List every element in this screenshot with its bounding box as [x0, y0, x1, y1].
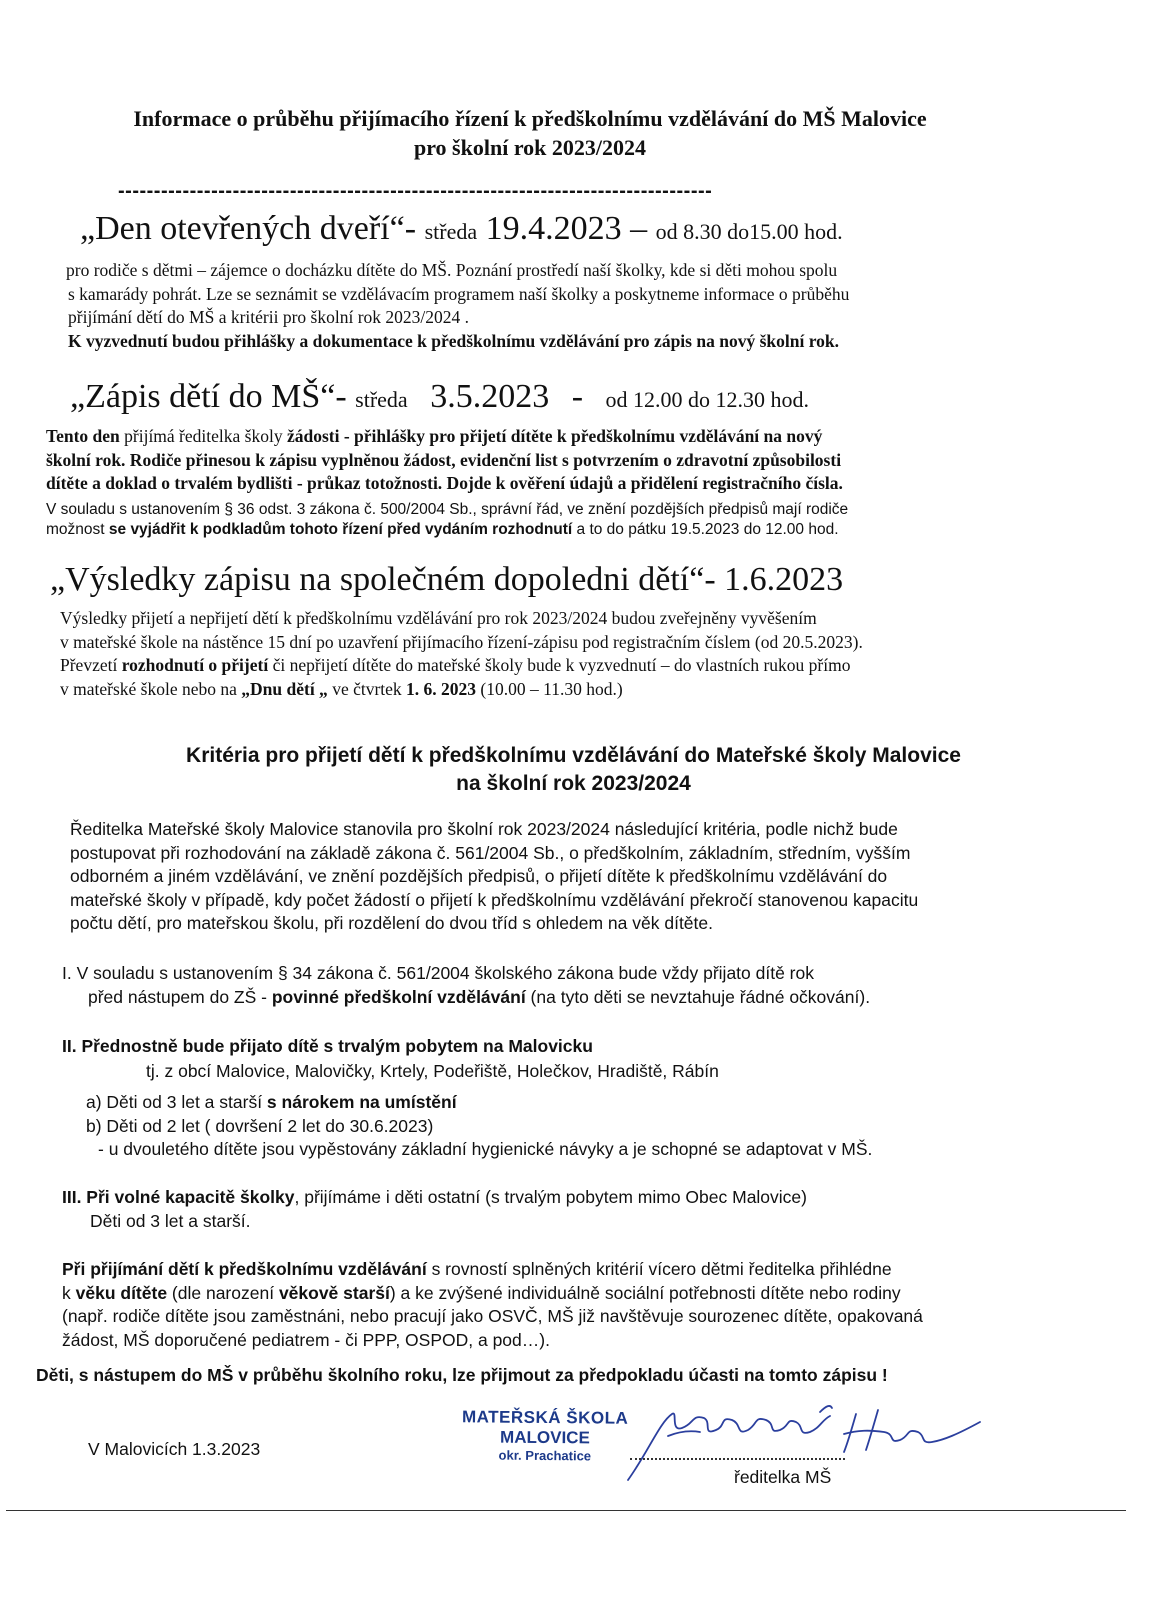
enrollment-title: „Zápis dětí do MŠ“-: [70, 378, 347, 415]
bottom-rule: [6, 1510, 1126, 1511]
results-normal: či nepřijetí dítěte do mateřské školy bude k vyzvednutí – do vlastních rukou přímo: [268, 655, 851, 675]
enrollment-normal: přijímá ředitelka školy: [119, 426, 287, 446]
tiebreak-bold: Při přijímání dětí k předškolnímu vzdělávání: [62, 1259, 427, 1279]
enrollment-weekday: středa: [355, 387, 408, 412]
intro-line: postupovat při rozhodování na základě zákona č. 561/2004 Sb., o předškolním, základním, středním, vyšším: [70, 842, 911, 863]
enrollment-line-1: [46, 425, 1136, 449]
intro-line: Ředitelka Mateřské školy Malovice stanovila pro školní rok 2023/2024 následující kritéria, podle nichž bude: [70, 819, 898, 839]
open-day-date: 19.4.2023: [485, 210, 622, 247]
enrollment-legal-note: [46, 500, 1136, 540]
open-day-title: „Den otevřených dveří“-: [80, 210, 417, 247]
stamp-line-2: MALOVICE: [500, 1427, 590, 1448]
criterion-ii-municipalities: tj. z obcí Malovice, Malovičky, Krtely, Podeřiště, Holečkov, Hradiště, Rábín: [146, 1060, 719, 1081]
stamp-line-1: MATEŘSKÁ ŠKOLA: [461, 1407, 629, 1428]
criterion-i-line-2: [62, 986, 1142, 1010]
legal-normal: možnost: [46, 521, 109, 538]
director-role: ředitelka MŠ: [734, 1467, 832, 1487]
criterion-i-normal: (na tyto děti se nevztahuje řádné očkování).: [525, 986, 871, 1007]
criterion-i-bold: povinné předškolní vzdělávání: [271, 986, 526, 1007]
open-day-bold-line: K vyzvednutí budou přihlášky a dokumentace k předškolnímu vzdělávání pro zápis na nový školní rok.: [68, 330, 839, 351]
tiebreak-line-1: [62, 1258, 1142, 1282]
criterion-i-normal: před nástupem do ZŠ -: [88, 986, 272, 1007]
results-bold: „Dnu dětí „: [241, 678, 328, 699]
criterion-ii-a: [62, 1091, 1142, 1115]
tiebreak-line-4: žádost, MŠ doporučené pediatrem - či PPP, OSPOD, a pod…).: [62, 1329, 550, 1350]
criterion-iii-line-2: Děti od 3 let a starší.: [90, 1210, 251, 1231]
tiebreak-normal: k: [62, 1282, 76, 1303]
criterion-ii-b: b) Děti od 2 let ( dovršení 2 let do 30.6.2023): [86, 1115, 434, 1136]
results-line-3: [60, 654, 1150, 678]
results-line-1: Výsledky přijetí a nepřijetí dětí k předškolnímu vzdělávání pro rok 2023/2024 budou zveřejněny vyvěšením: [60, 608, 817, 628]
results-normal: ve čtvrtek: [327, 678, 407, 699]
enrollment-line-3: dítěte a doklad o trvalém bydlišti - průkaz totožnosti. Dojde k ověření údajů a přidělení registračního čísla.: [46, 473, 843, 493]
enrollment-bold: Tento den: [46, 426, 120, 446]
criterion-ii-a-normal: a) Děti od 3 let a starší: [86, 1092, 267, 1112]
enrollment-date: 3.5.2023: [430, 378, 550, 415]
page-title: [0, 104, 1060, 162]
open-day-weekday: středa: [424, 219, 478, 244]
legal-normal: a to do pátku 19.5.2023 do 12.00 hod.: [572, 521, 839, 538]
title-line-1: Informace o průběhu přijímacího řízení k předškolnímu vzdělávání do MŠ Malovice: [133, 106, 927, 131]
open-day-heading: [80, 210, 843, 248]
results-normal: v mateřské škole nebo na: [60, 678, 242, 699]
criterion-i: [62, 962, 1142, 1009]
criteria-intro: [70, 818, 1130, 936]
tiebreak-paragraph: [62, 1258, 1142, 1352]
criterion-iii: [62, 1186, 1142, 1233]
results-line-4: [60, 678, 1150, 702]
title-line-2: pro školní rok 2023/2024: [413, 135, 647, 160]
results-bold: rozhodnutí o přijetí: [121, 655, 269, 675]
results-text: [60, 607, 1150, 701]
enrollment-bold: žádosti - přihlášky pro přijetí dítěte k předškolnímu vzdělávání na nový: [286, 426, 823, 446]
dashed-divider: -----------------------------------------------------------------------------------: [118, 180, 713, 202]
enrollment-time: od 12.00 do 12.30 hod.: [605, 387, 810, 412]
results-heading: „Výsledky zápisu na společném dopoledni dětí“- 1.6.2023: [50, 561, 844, 598]
criterion-ii: [62, 1035, 1142, 1162]
tiebreak-line-3: (např. rodiče dítěte jsou zaměstnáni, nebo pracují jako OSVČ, MŠ již navštěvuje sourozenec dítěte, opakovaná: [62, 1306, 923, 1326]
criterion-ii-a-bold: s nárokem na umístění: [266, 1092, 457, 1112]
criteria-heading-line-2: na školní rok 2023/2024: [456, 772, 691, 795]
tiebreak-bold: věkově starší: [278, 1282, 390, 1303]
open-day-line: s kamarády pohrát. Lze se seznámit se vzdělávacím programem naší školky a poskytneme informace o průběhu: [68, 283, 850, 304]
place-and-date: V Malovicích 1.3.2023: [88, 1439, 261, 1459]
results-bold: 1. 6. 2023: [406, 678, 477, 699]
intro-line: mateřské školy v případě, kdy počet žádostí o přijetí k předškolnímu vzdělávání překročí stanovenou kapacitu: [70, 889, 919, 910]
tiebreak-normal: s rovností splněných kritérií vícero dětmi ředitelka přihlédne: [426, 1259, 892, 1279]
criterion-ii-c: - u dvouletého dítěte jsou vypěstovány základní hygienické návyky a je schopné se adaptovat v MŠ.: [98, 1139, 873, 1159]
tiebreak-line-2: [62, 1282, 1142, 1306]
signature-line: [630, 1458, 845, 1460]
intro-line: počtu dětí, pro mateřskou školu, při rozdělení do dvou tříd s ohledem na věk dítěte.: [70, 913, 713, 933]
open-day-line: přijímání dětí do MŠ a kritérii pro školní rok 2023/2024 .: [68, 307, 470, 327]
criteria-heading: [0, 742, 1155, 798]
results-normal: (10.00 – 11.30 hod.): [476, 678, 623, 699]
criterion-iii-bold: III. Při volné kapacitě školky: [62, 1187, 295, 1207]
tiebreak-normal: ) a ke zvýšené individuálně sociální potřebnosti dítěte nebo rodiny: [389, 1282, 901, 1303]
legal-line-1: V souladu s ustanovením § 36 odst. 3 zákona č. 500/2004 Sb., správní řád, ve znění pozdějších předpisů mají rodiče: [46, 501, 849, 518]
stamp-line-3: okr. Prachatice: [498, 1447, 592, 1464]
criteria-heading-line-1: Kritéria pro přijetí dětí k předškolnímu vzdělávání do Mateřské školy Malovice: [186, 744, 961, 767]
results-line-2: v mateřské škole na nástěnce 15 dní po uzavření přijímacího řízení-zápisu pod registračním číslem (od 20.5.2023).: [60, 631, 863, 652]
tiebreak-normal: (dle narození: [167, 1282, 279, 1303]
enrollment-heading: [70, 378, 809, 416]
open-day-line: pro rodiče s dětmi – zájemce o docházku dítěte do MŠ. Poznání prostředí naší školky, kde si děti mohou spolu: [66, 260, 838, 280]
enrollment-text: [46, 425, 1136, 496]
criterion-ii-heading: II. Přednostně bude přijato dítě s trvalým pobytem na Malovicku: [62, 1036, 593, 1056]
open-day-dash: –: [630, 210, 648, 247]
legal-line-2: [46, 520, 1136, 540]
tiebreak-bold: věku dítěte: [75, 1282, 168, 1303]
criterion-i-line-1: I. V souladu s ustanovením § 34 zákona č. 561/2004 školského zákona bude vždy přijato dítě rok: [62, 963, 814, 983]
open-day-text: [66, 259, 1126, 353]
results-normal: Převzetí: [60, 655, 122, 675]
legal-bold: se vyjádřit k podkladům tohoto řízení před vydáním rozhodnutí: [108, 521, 573, 538]
final-note: Děti, s nástupem do MŠ v průběhu školního roku, lze přijmout za předpokladu účasti na tomto zápisu !: [36, 1365, 888, 1385]
intro-line: odborném a jiném vzdělávání, ve znění pozdějších předpisů, o přijetí dítěte k předškolnímu vzdělávání do: [70, 866, 888, 886]
criterion-iii-normal: , přijímáme i děti ostatní (s trvalým pobytem mimo Obec Malovice): [294, 1187, 807, 1207]
criterion-iii-line-1: [62, 1186, 1142, 1210]
enrollment-line-2: školní rok. Rodiče přinesou k zápisu vyplněnou žádost, evidenční list s potvrzením o zdravotní způsobilosti: [46, 449, 842, 470]
open-day-time: od 8.30 do15.00 hod.: [655, 219, 843, 244]
enrollment-dash: -: [571, 378, 584, 415]
